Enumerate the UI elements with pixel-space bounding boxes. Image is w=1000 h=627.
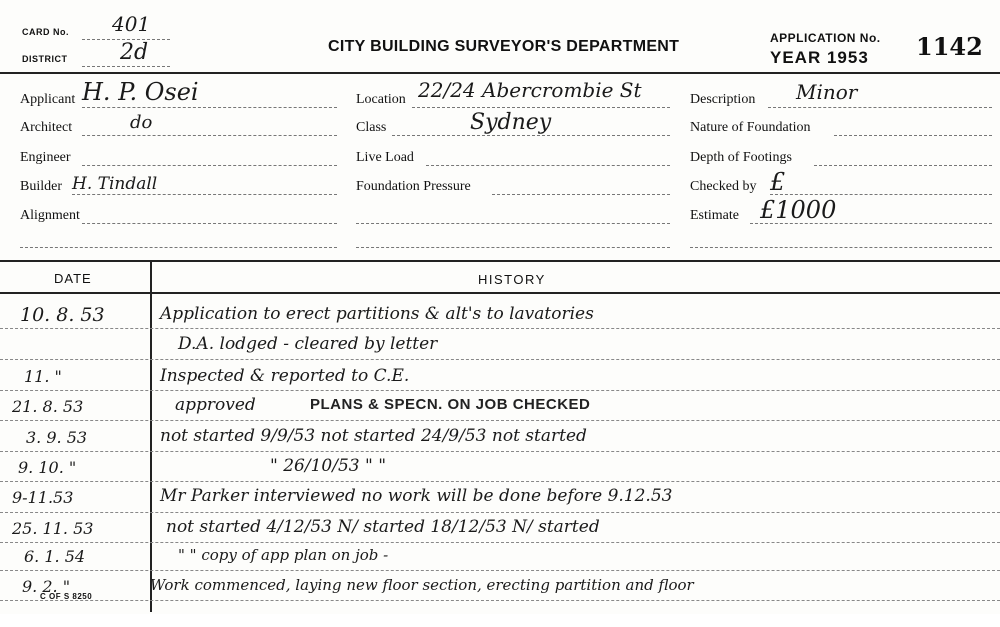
history-date-3: 11. ": [24, 367, 62, 386]
architect-value: do: [130, 112, 153, 133]
history-entry-8: not started 4/12/53 N/ started 18/12/53 N/ started: [166, 517, 600, 537]
engineer-label: Engineer: [20, 150, 71, 165]
application-no-label: APPLICATION No.: [770, 31, 881, 45]
applicant-label: Applicant: [20, 92, 76, 107]
year-label: YEAR 1953: [770, 48, 869, 67]
nature-of-foundation-label: Nature of Foundation: [690, 120, 811, 135]
history-date-1: 10. 8. 53: [20, 304, 105, 326]
class-value: Sydney: [470, 110, 552, 135]
history-date-9: 6. 1. 54: [24, 547, 86, 566]
application-no-value: 1142: [916, 32, 983, 61]
history-entry-1: Application to erect partitions & alt's to lavatories: [160, 304, 594, 324]
district-label: DISTRICT: [22, 54, 68, 64]
depth-of-footings-label: Depth of Footings: [690, 150, 792, 165]
history-entry-3: Inspected & reported to C.E.: [160, 366, 410, 386]
description-value: Minor: [796, 80, 858, 104]
history-date-6: 9. 10. ": [18, 458, 77, 477]
location-label: Location: [356, 92, 406, 107]
district-value: 2d: [120, 40, 149, 65]
architect-label: Architect: [20, 120, 73, 135]
checked-by-value: £: [770, 168, 786, 196]
history-entry-9: " " copy of app plan on job -: [178, 546, 389, 564]
history-header: HISTORY: [478, 272, 546, 287]
live-load-label: Live Load: [356, 150, 414, 165]
alignment-label: Alignment: [20, 208, 80, 223]
class-label: Class: [356, 120, 387, 135]
history-date-4: 21. 8. 53: [12, 397, 84, 416]
history-entry-7: Mr Parker interviewed no work will be done before 9.12.53: [160, 486, 673, 506]
history-date-10: 9. 2. ": [22, 577, 71, 596]
history-date-7: 9-11.53: [12, 488, 74, 507]
estimate-label: Estimate: [690, 208, 739, 223]
form-code: C OF S 8250: [40, 592, 93, 601]
checked-by-label: Checked by: [690, 179, 757, 194]
estimate-value: £1000: [760, 196, 837, 224]
history-entry-5: not started 9/9/53 not started 24/9/53 not started: [160, 426, 587, 446]
history-date-5: 3. 9. 53: [26, 428, 88, 447]
department-title: CITY BUILDING SURVEYOR'S DEPARTMENT: [328, 38, 680, 55]
description-label: Description: [690, 92, 756, 107]
date-header: DATE: [54, 271, 92, 286]
history-entry-10: Work commenced, laying new floor section, erecting partition and floor: [150, 576, 694, 594]
location-value: 22/24 Abercrombie St: [418, 78, 642, 102]
builder-label: Builder: [20, 179, 62, 194]
builder-value: H. Tindall: [72, 174, 158, 194]
checked-stamp: PLANS & SPECN. ON JOB CHECKED: [310, 396, 591, 413]
history-entry-4: approved: [175, 395, 256, 415]
card-no-label: CARD No.: [22, 27, 69, 37]
history-date-8: 25. 11. 53: [12, 519, 94, 538]
foundation-pressure-label: Foundation Pressure: [356, 179, 471, 194]
applicant-value: H. P. Osei: [82, 78, 199, 106]
card-no-value: 401: [112, 12, 151, 36]
history-entry-2: D.A. lodged - cleared by letter: [178, 334, 438, 354]
history-entry-6: " 26/10/53 " ": [270, 456, 387, 476]
